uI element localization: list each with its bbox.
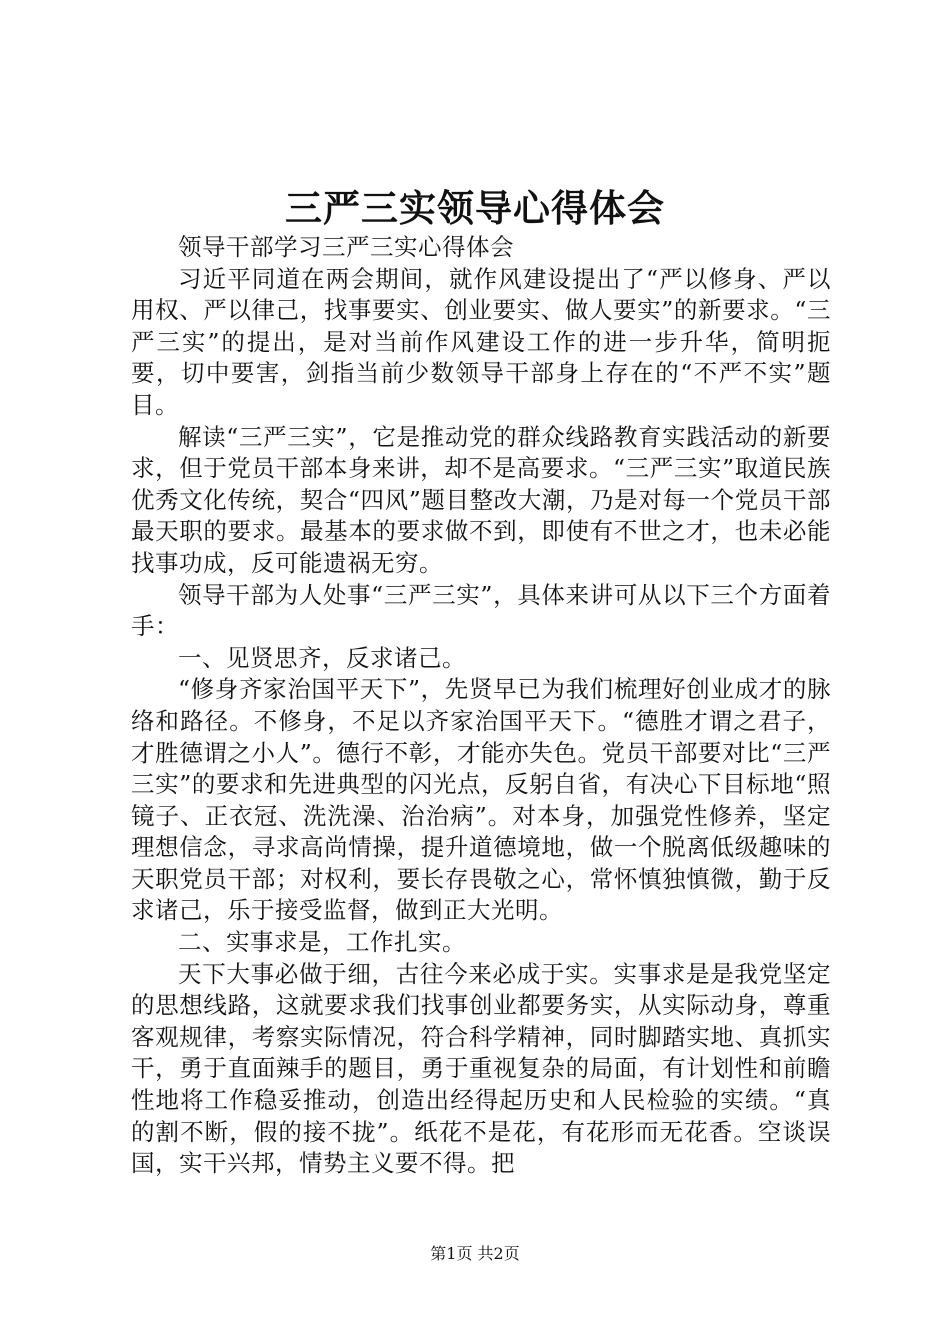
paragraph: 解读“三严三实”，它是推动党的群众线路教育实践活动的新要求，但于党员干部本身来讲，却不是高要求。“三严三实”取道民族优秀文化传统，契合“四风”题目整改大潮，乃是对每一个党员干部最天职的要求。最基本的要求做不到，即使有不世之才，也未必能找事功成，反可能遗祸无穷。	[131, 422, 831, 577]
section-heading: 二、实事求是，工作扎实。	[178, 928, 466, 957]
document-body	[131, 232, 831, 1180]
paragraph-subtitle: 领导干部学习三严三实心得体会	[178, 233, 514, 261]
paragraph: “修身齐家治国平天下”，先贤早已为我们梳理好创业成才的脉络和路径。不修身，不足以齐家治国平天下。“德胜才谓之君子，才胜德谓之小人”。德行不彰，才能亦失色。党员干部要对比“三严三实”的要求和先进典型的闪光点，反躬自省，有决心下目标地“照镜子、正衣冠、洗洗澡、治治病”。对本身，加强党性修养，坚定理想信念，寻求高尚情操，提升道德境地，做一个脱离低级趣味的天职党员干部；对权利，要长存畏敬之心，常怀慎独慎微，勤于反求诸己，乐于接受监督，做到正大光明。	[131, 675, 831, 925]
section-heading: 一、见贤思齐，反求诸己。	[178, 643, 466, 672]
paragraph: 习近平同道在两会期间，就作风建设提出了“严以修身、严以用权、严以律己，找事要实、创业要实、做人要实”的新要求。“三严三实”的提出，是对当前作风建设工作的进一步升华，简明扼要，切中要害，剑指当前少数领导干部身上存在的“不严不实”题目。	[131, 264, 831, 419]
paragraph: 领导干部为人处事“三严三实”，具体来讲可从以下三个方面着手：	[131, 580, 831, 641]
document-title: 三严三实领导心得体会	[285, 186, 665, 230]
page-number-footer: 第1页 共2页	[430, 1244, 520, 1263]
paragraph: 天下大事必做于细，古往今来必成于实。实事求是是我党坚定的思想线路，这就要求我们找事创业都要务实，从实际动身，尊重客观规律，考察实际情况，符合科学精神，同时脚踏实地、真抓实干，勇于直面辣手的题目，勇于重视复杂的局面，有计划性和前瞻性地将工作稳妥推动，创造出经得起历史和人民检验的实绩。“真的割不断，假的接不拢”。纸花不是花，有花形而无花香。空谈误国，实干兴邦，情势主义要不得。把	[131, 959, 831, 1178]
